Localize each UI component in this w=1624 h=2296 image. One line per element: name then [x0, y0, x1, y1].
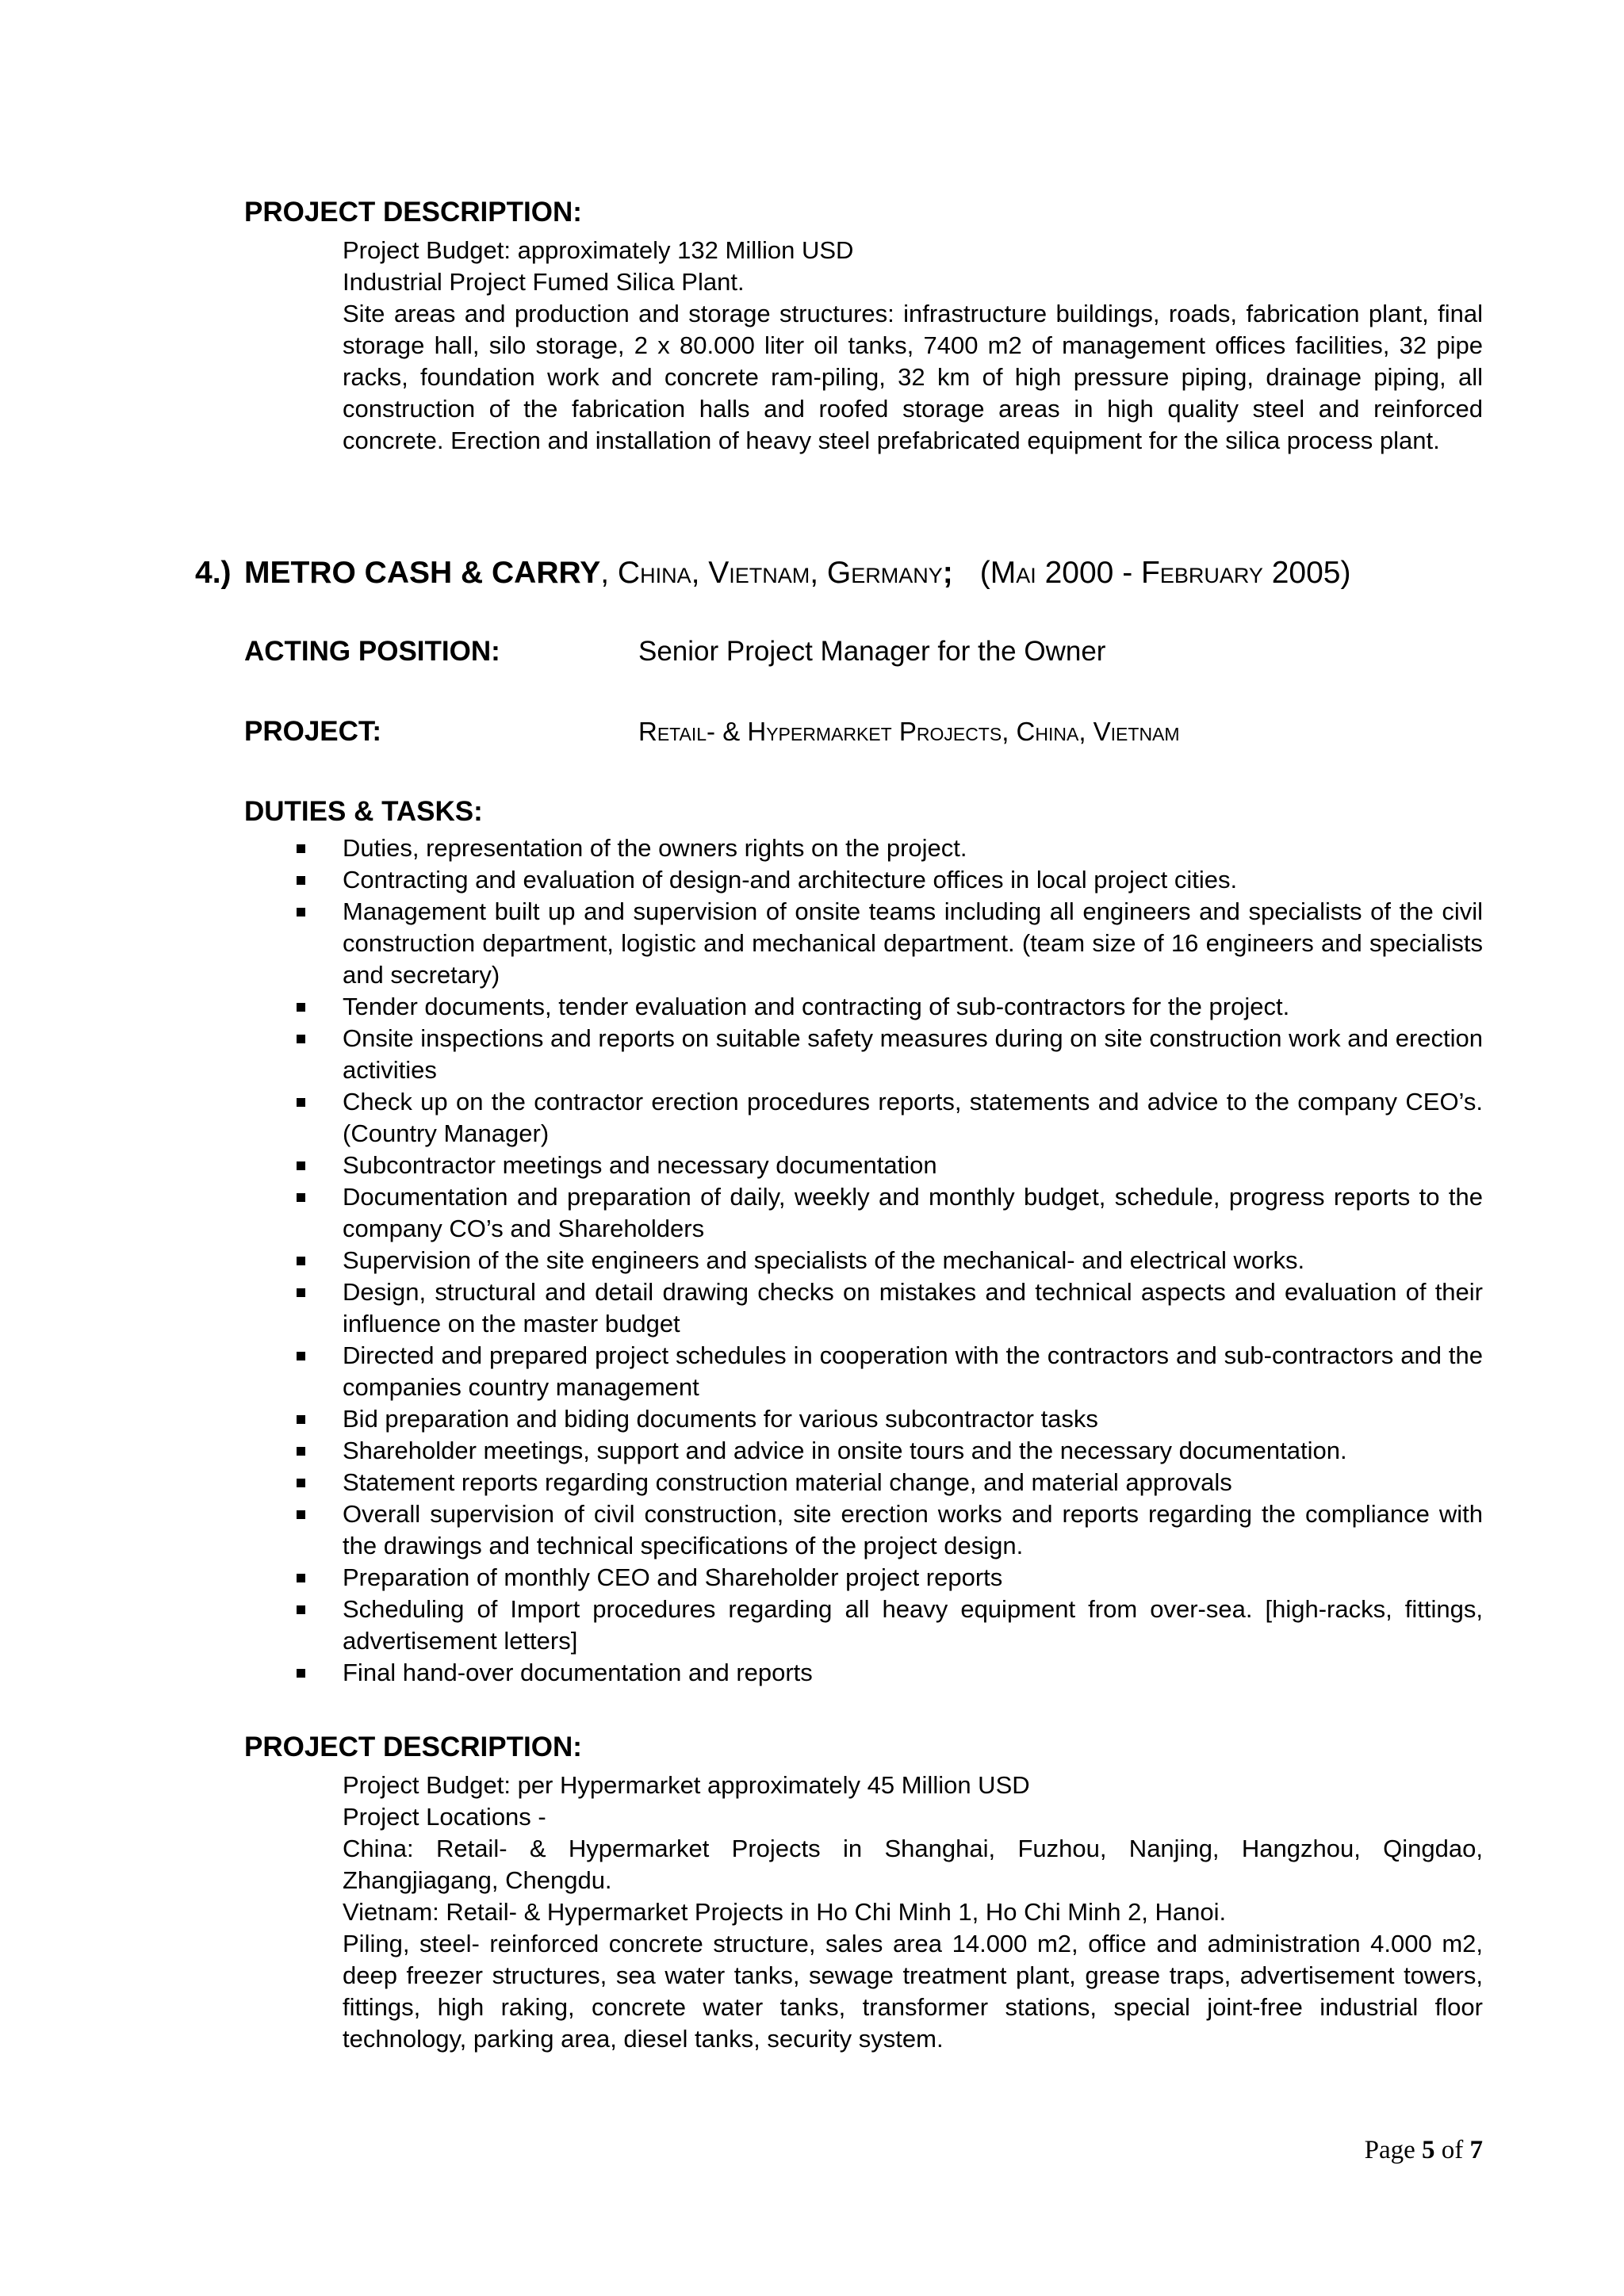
project-description-body	[343, 235, 1483, 457]
square-bullet-icon	[297, 1352, 305, 1360]
square-bullet-icon	[297, 1003, 305, 1012]
duty-item	[343, 1276, 1483, 1340]
square-bullet-icon	[297, 908, 305, 916]
project-scope-paragraph: Site areas and production and storage structures: infrastructure buildings, roads, fabrication plant, final storage hall, silo storage, 2 x 80.000 liter oil tanks, 7400 m2 of management offices facilities, 32 pipe racks, foundation work and concrete ram-piling, 32 km of high pressure piping, drainage piping, all construction of the fabrication halls and roofed storage areas in high quality steel and reinforced concrete. Erection and installation of heavy steel prefabricated equipment for the silica process plant.	[343, 300, 1483, 454]
project-value: Retail- & Hypermarket Projects, China, Vietnam	[638, 717, 1180, 746]
duty-item	[343, 1498, 1483, 1562]
duty-text: Supervision of the site engineers and specialists of the mechanical- and electrical works.	[343, 1246, 1305, 1274]
project-type-line: Industrial Project Fumed Silica Plant.	[343, 268, 745, 296]
duty-text: Check up on the contractor erection procedures reports, statements and advice to the company CEO’s. (Country Manager)	[343, 1088, 1483, 1147]
vietnam-locations: Vietnam: Retail- & Hypermarket Projects in Ho Chi Minh 1, Ho Chi Minh 2, Hanoi.	[343, 1898, 1227, 1926]
duty-text: Scheduling of Import procedures regarding all heavy equipment from over-sea. [high-racks, fittings, advertisement letters]	[343, 1595, 1483, 1655]
duty-text: Directed and prepared project schedules in cooperation with the contractors and sub-contractors and the companies country management	[343, 1341, 1483, 1401]
duty-item	[343, 1657, 1483, 1689]
page-word: Page	[1364, 2136, 1415, 2164]
project-row	[244, 712, 1481, 752]
duty-text: Subcontractor meetings and necessary documentation	[343, 1151, 937, 1179]
project-budget-line: Project Budget: approximately 132 Million USD	[343, 236, 854, 264]
square-bullet-icon	[297, 1257, 305, 1265]
project-locations-line: Project Locations -	[343, 1803, 546, 1831]
acting-position-label: ACTING POSITION:	[244, 636, 500, 667]
duty-item	[343, 832, 1483, 864]
project-description-heading: PROJECT DESCRIPTION:	[244, 197, 582, 228]
project-label: PROJECT:	[244, 716, 382, 747]
duty-item	[343, 896, 1483, 991]
duty-text: Bid preparation and biding documents for various subcontractor tasks	[343, 1405, 1098, 1433]
duty-text: Shareholder meetings, support and advice in onsite tours and the necessary documentation.	[343, 1437, 1347, 1464]
duty-text: Statement reports regarding construction material change, and material approvals	[343, 1468, 1232, 1496]
section-countries: China, Vietnam, Germany	[617, 556, 943, 590]
duty-item	[343, 1181, 1483, 1245]
duties-heading: DUTIES & TASKS:	[244, 796, 483, 827]
duty-item	[343, 1403, 1483, 1435]
duty-text: Duties, representation of the owners rights on the project.	[343, 834, 967, 862]
page-number: 5	[1422, 2136, 1435, 2164]
duty-text: Onsite inspections and reports on suitable safety measures during on site construction work and erection activities	[343, 1024, 1483, 1084]
square-bullet-icon	[297, 1574, 305, 1582]
of-word: of	[1441, 2136, 1464, 2164]
duty-item	[343, 864, 1483, 896]
duty-text: Contracting and evaluation of design-and architecture offices in local project cities.	[343, 866, 1238, 894]
duty-item	[343, 1594, 1483, 1657]
duty-item	[343, 1086, 1483, 1150]
square-bullet-icon	[297, 1605, 305, 1614]
project-scope-paragraph: Piling, steel- reinforced concrete structure, sales area 14.000 m2, office and administration 4.000 m2, deep freezer structures, sea water tanks, sewage treatment plant, grease traps, advertisement towers, fittings, high raking, concrete water tanks, transformer stations, special joint-free industrial floor technology, parking area, diesel tanks, security system.	[343, 1930, 1483, 2053]
duty-item	[343, 1562, 1483, 1594]
duty-item	[343, 1023, 1483, 1086]
project-description-body	[343, 1770, 1483, 2055]
page-footer	[1365, 2134, 1483, 2166]
duty-item	[343, 1467, 1483, 1498]
duty-text: Preparation of monthly CEO and Shareholder project reports	[343, 1563, 1003, 1591]
square-bullet-icon	[297, 1288, 305, 1297]
duty-text: Final hand-over documentation and reports	[343, 1659, 813, 1686]
square-bullet-icon	[297, 1669, 305, 1678]
square-bullet-icon	[297, 1447, 305, 1456]
duty-text: Tender documents, tender evaluation and contracting of sub-contractors for the project.	[343, 993, 1290, 1020]
section-title	[195, 553, 1350, 593]
duty-item	[343, 1150, 1483, 1181]
square-bullet-icon	[297, 844, 305, 853]
acting-position-value: Senior Project Manager for the Owner	[638, 636, 1106, 667]
title-semicolon: ;	[942, 556, 953, 590]
square-bullet-icon	[297, 1098, 305, 1107]
duties-list	[343, 832, 1483, 1689]
square-bullet-icon	[297, 876, 305, 885]
section-period: (Mai 2000 - February 2005)	[979, 556, 1351, 590]
acting-position-row	[244, 632, 1481, 672]
square-bullet-icon	[297, 1479, 305, 1487]
title-separator: ,	[600, 556, 618, 590]
duty-item	[343, 1435, 1483, 1467]
company-name: METRO CASH & CARRY	[244, 556, 601, 590]
duty-text: Design, structural and detail drawing checks on mistakes and technical aspects and evaluation of their influence on the master budget	[343, 1278, 1483, 1337]
duty-text: Management built up and supervision of onsite teams including all engineers and specialists of the civil construction department, logistic and mechanical department. (team size of 16 engineers and specialists and secretary)	[343, 897, 1483, 989]
project-description-heading: PROJECT DESCRIPTION:	[244, 1732, 582, 1762]
square-bullet-icon	[297, 1510, 305, 1519]
project-budget-line: Project Budget: per Hypermarket approximately 45 Million USD	[343, 1771, 1030, 1799]
square-bullet-icon	[297, 1035, 305, 1043]
duty-item	[343, 991, 1483, 1023]
square-bullet-icon	[297, 1415, 305, 1424]
square-bullet-icon	[297, 1161, 305, 1170]
duty-item	[343, 1340, 1483, 1403]
china-locations: China: Retail- & Hypermarket Projects in Shanghai, Fuzhou, Nanjing, Hangzhou, Qingdao, Zhangjiagang, Chengdu.	[343, 1835, 1483, 1894]
page-total: 7	[1469, 2136, 1483, 2164]
duty-text: Documentation and preparation of daily, weekly and monthly budget, schedule, progress reports to the company CO’s and Shareholders	[343, 1183, 1483, 1242]
section-number: 4.)	[195, 556, 232, 590]
square-bullet-icon	[297, 1193, 305, 1202]
duty-item	[343, 1245, 1483, 1276]
duty-text: Overall supervision of civil construction, site erection works and reports regarding the compliance with the drawings and technical specifications of the project design.	[343, 1500, 1483, 1559]
